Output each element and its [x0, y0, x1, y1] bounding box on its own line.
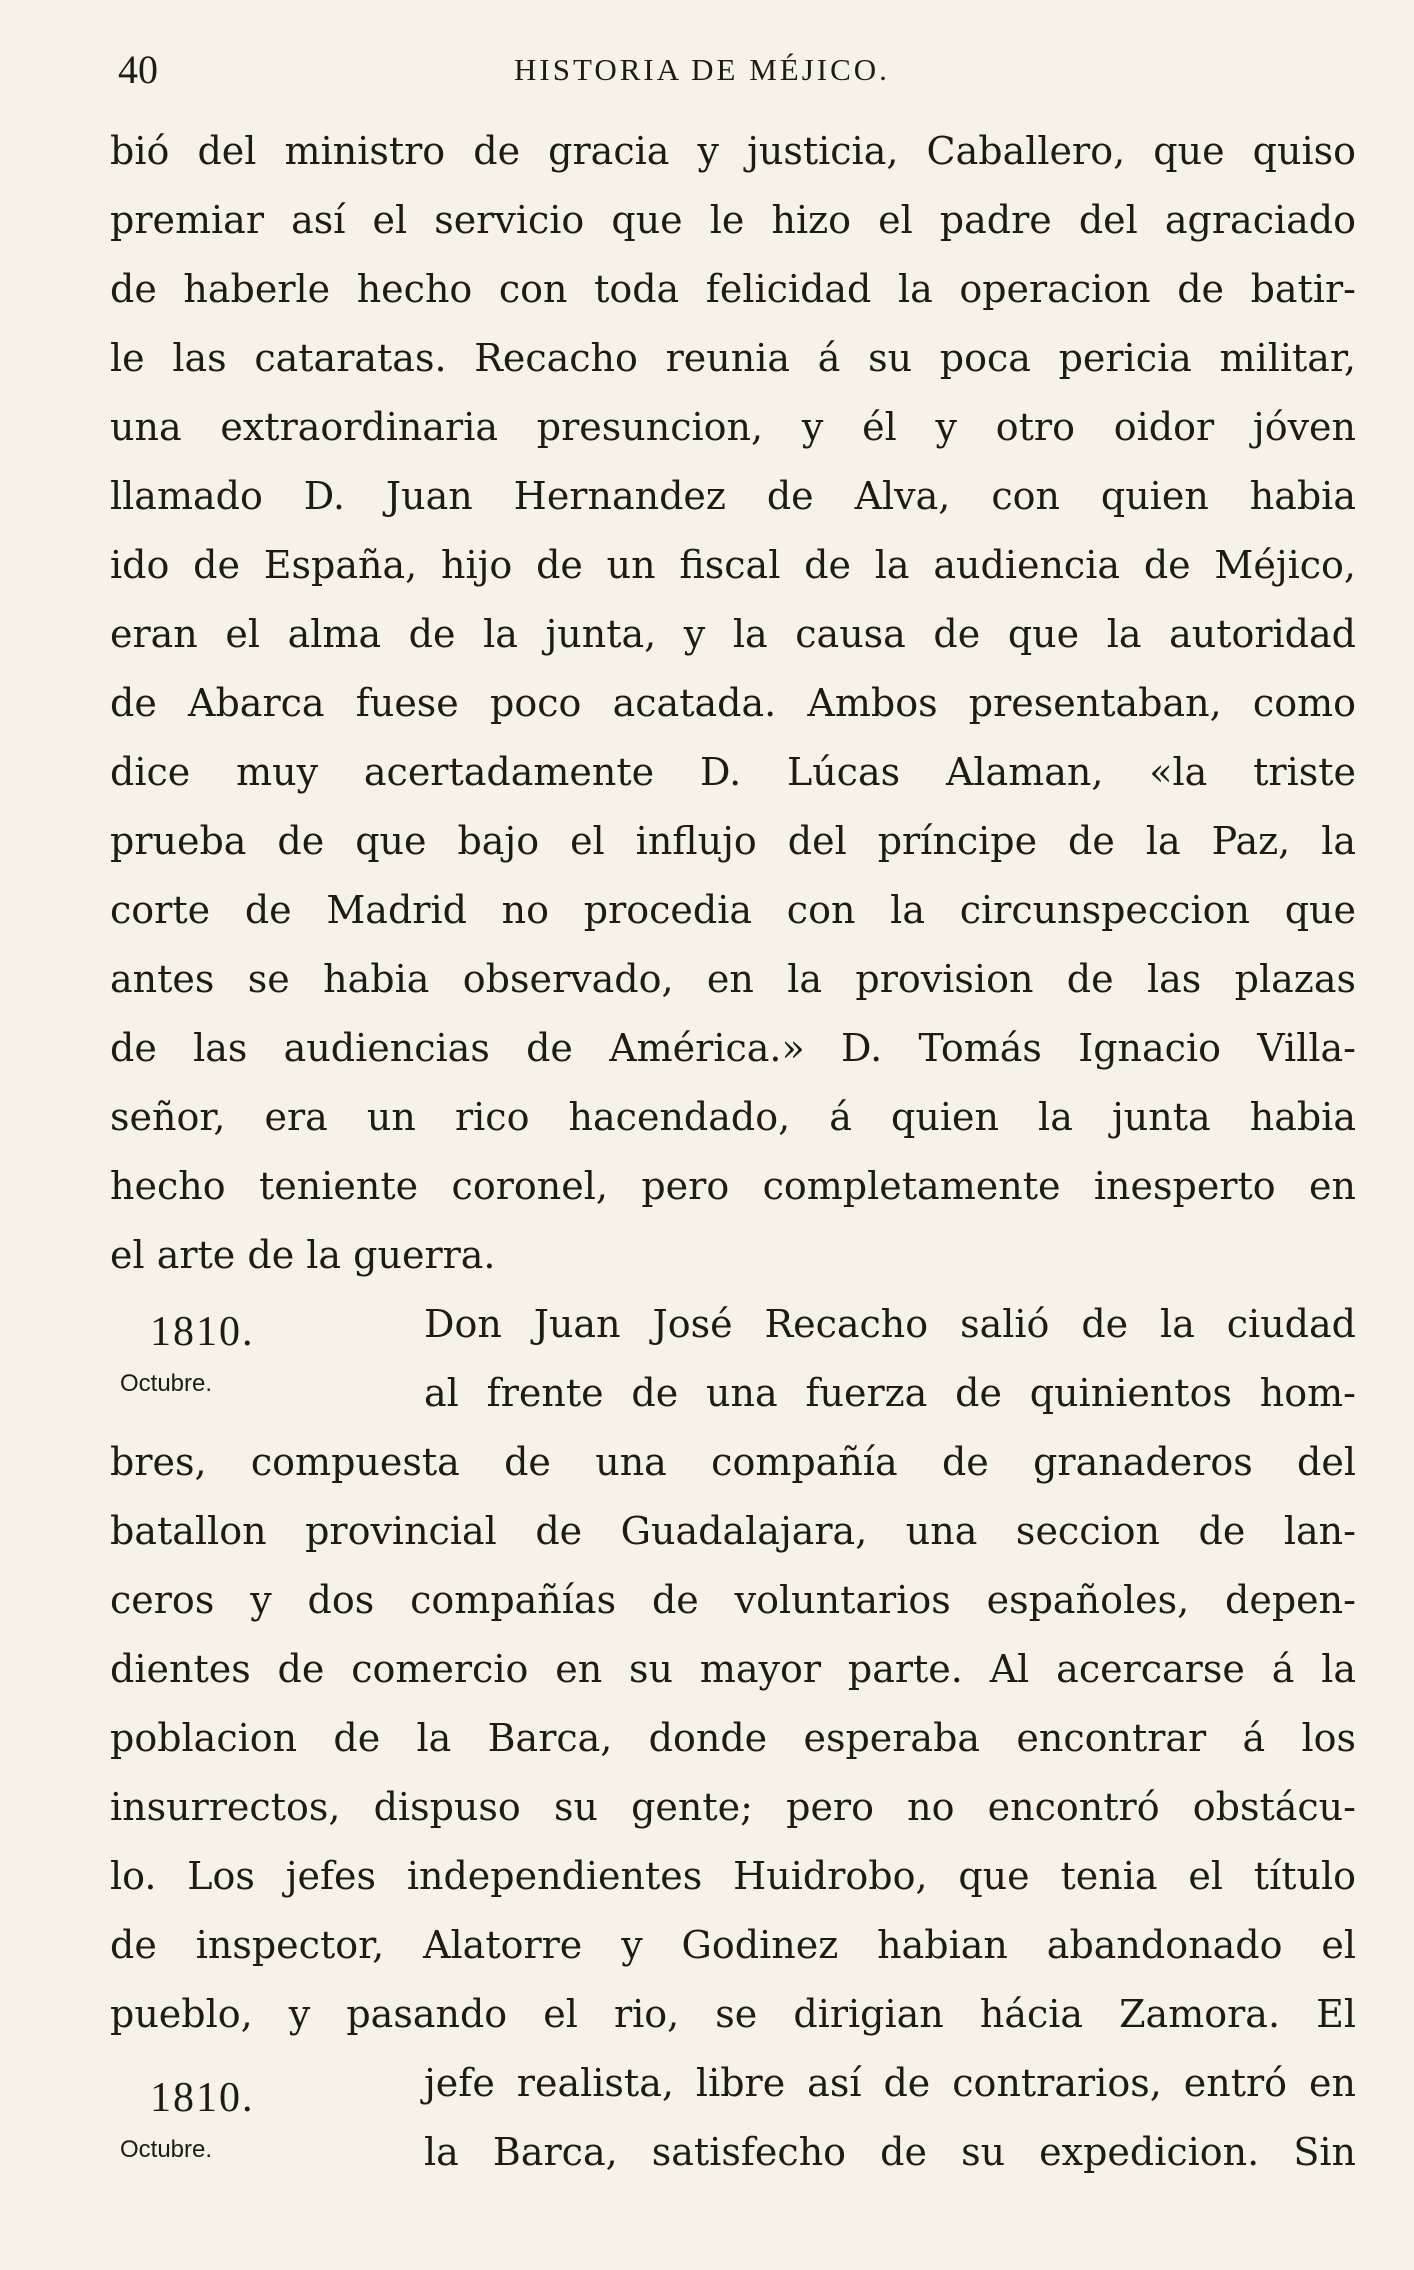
- text-line: al frente de una fuerza de quinientos hom-: [424, 1371, 1356, 1415]
- text-line: de haberle hecho con toda felicidad la operacion de batir-: [110, 267, 1356, 311]
- text-line: dientes de comercio en su mayor parte. Al acercarse á la: [110, 1647, 1356, 1691]
- text-line: dice muy acertadamente D. Lúcas Alaman, «la triste: [110, 750, 1356, 794]
- text-line: llamado D. Juan Hernandez de Alva, con quien habia: [110, 474, 1356, 518]
- text-line: prueba de que bajo el influjo del príncipe de la Paz, la: [110, 819, 1356, 863]
- text-line: de Abarca fuese poco acatada. Ambos presentaban, como: [110, 681, 1356, 725]
- text-line: premiar así el servicio que le hizo el padre del agraciado: [110, 198, 1356, 242]
- margin-month: Octubre.: [120, 1370, 213, 1397]
- text-line: bres, compuesta de una compañía de granaderos del: [110, 1440, 1356, 1484]
- text-line: antes se habia observado, en la provision de las plazas: [110, 957, 1356, 1001]
- text-line: Don Juan José Recacho salió de la ciudad: [424, 1302, 1356, 1346]
- text-line: pueblo, y pasando el rio, se dirigian hácia Zamora. El: [110, 1992, 1356, 2036]
- text-line: corte de Madrid no procedia con la circunspeccion que: [110, 888, 1356, 932]
- running-title: HISTORIA DE MÉJICO.: [514, 52, 890, 87]
- text-line: batallon provincial de Guadalajara, una seccion de lan-: [110, 1509, 1356, 1553]
- text-line: de las audiencias de América.» D. Tomás Ignacio Villa-: [110, 1026, 1356, 1070]
- text-line: señor, era un rico hacendado, á quien la junta habia: [110, 1095, 1356, 1139]
- text-line: el arte de la guerra.: [110, 1233, 496, 1277]
- page-number: 40: [118, 47, 158, 92]
- text-line: la Barca, satisfecho de su expedicion. Sin: [424, 2130, 1356, 2174]
- text-line: eran el alma de la junta, y la causa de que la autoridad: [110, 612, 1356, 656]
- text-line: hecho teniente coronel, pero completamente inesperto en: [110, 1164, 1356, 1208]
- text-line: ceros y dos compañías de voluntarios españoles, depen-: [110, 1578, 1356, 1622]
- text-line: le las cataratas. Recacho reunia á su poca pericia militar,: [110, 336, 1356, 380]
- text-line: poblacion de la Barca, donde esperaba encontrar á los: [110, 1716, 1356, 1760]
- text-line: ido de España, hijo de un fiscal de la audiencia de Méjico,: [110, 543, 1356, 587]
- text-line: lo. Los jefes independientes Huidrobo, que tenia el título: [110, 1854, 1356, 1898]
- text-line: de inspector, Alatorre y Godinez habian abandonado el: [110, 1923, 1356, 1967]
- text-line: una extraordinaria presuncion, y él y otro oidor jóven: [110, 405, 1356, 449]
- text-line: insurrectos, dispuso su gente; pero no encontró obstácu-: [110, 1785, 1356, 1829]
- margin-month: Octubre.: [120, 2136, 213, 2163]
- margin-year: 1810.: [150, 2075, 255, 2121]
- text-line: jefe realista, libre así de contrarios, entró en: [424, 2061, 1356, 2105]
- text-line: bió del ministro de gracia y justicia, Caballero, que quiso: [110, 129, 1356, 173]
- margin-year: 1810.: [150, 1309, 255, 1355]
